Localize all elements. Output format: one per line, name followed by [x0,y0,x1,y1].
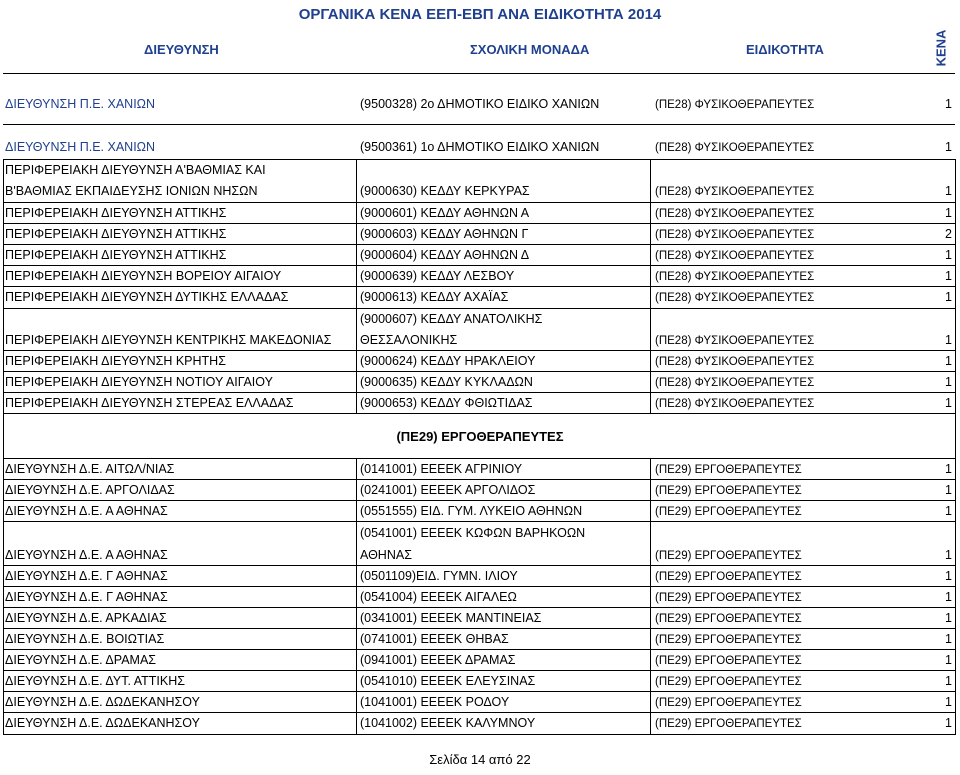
cell-direction: ΔΙΕΥΘΥΝΣΗ Δ.Ε. ΔΩΔΕΚΑΝΗΣΟΥ [5,716,200,730]
cell-count: 1 [945,653,952,667]
cell-school: (0541004) ΕΕΕΕΚ ΑΙΓΑΛΕΩ [360,590,517,604]
cell-direction: ΠΕΡΙΦΕΡΕΙΑΚΗ ΔΙΕΥΘΥΝΣΗ ΚΕΝΤΡΙΚΗΣ ΜΑΚΕΔΟΝΙΑΣ [5,333,332,347]
row-divider [3,244,955,245]
cell-count: 1 [945,184,952,198]
grid-line [3,159,4,414]
cell-school: (0541001) ΕΕΕΕΚ ΚΩΦΩΝ ΒΑΡΗΚΟΩΝ [360,526,586,540]
cell-specialty: (ΠΕ29) ΕΡΓΟΘΕΡΑΠΕΥΤΕΣ [655,550,802,562]
page-number: Σελίδα 14 από 22 [429,752,531,767]
grid-line [650,458,651,735]
cell-specialty: (ΠΕ28) ΦΥΣΙΚΟΘΕΡΑΠΕΥΤΕΣ [655,398,815,410]
cell-specialty: (ΠΕ28) ΦΥΣΙΚΟΘΕΡΑΠΕΥΤΕΣ [655,229,815,241]
cell-count: 1 [945,716,952,730]
row-divider [3,223,955,224]
cell-direction: ΔΙΕΥΘΥΝΣΗ Δ.Ε. ΒΟΙΩΤΙΑΣ [5,632,165,646]
cell-school: (0241001) ΕΕΕΕΚ ΑΡΓΟΛΙΔΟΣ [360,483,536,497]
row-divider [3,202,955,203]
cell-direction: ΠΕΡΙΦΕΡΕΙΑΚΗ ΔΙΕΥΘΥΝΣΗ ΒΟΡΕΙΟΥ ΑΙΓΑΙΟΥ [5,269,282,283]
cell-school: (9000604) ΚΕΔΔΥ ΑΘΗΝΩΝ Δ [360,248,530,262]
cell-school: (9000601) ΚΕΔΔΥ ΑΘΗΝΩΝ Α [360,206,530,220]
row-divider [3,586,955,587]
cell-specialty: (ΠΕ29) ΕΡΓΟΘΕΡΑΠΕΥΤΕΣ [655,571,802,583]
column-header-gaps: ΚΕΝΑ [933,29,949,67]
row-divider [3,308,955,309]
cell-direction: ΔΙΕΥΘΥΝΣΗ Δ.Ε. Α ΑΘΗΝΑΣ [5,504,168,518]
row-divider [3,565,955,566]
cell-count: 1 [945,504,952,518]
cell-direction: ΠΕΡΙΦΕΡΕΙΑΚΗ ΔΙΕΥΘΥΝΣΗ Α'ΒΑΘΜΙΑΣ ΚΑΙ [5,163,266,177]
cell-count: 1 [945,248,952,262]
cell-direction: ΠΕΡΙΦΕΡΕΙΑΚΗ ΔΙΕΥΘΥΝΣΗ ΣΤΕΡΕΑΣ ΕΛΛΑΔΑΣ [5,396,294,410]
row-divider [3,649,955,650]
grid-line [356,458,357,735]
cell-school-line2: ΘΕΣΣΑΛΟΝΙΚΗΣ [360,333,458,347]
cell-count: 1 [945,483,952,497]
cell-specialty: (ΠΕ28) ΦΥΣΙΚΟΘΕΡΑΠΕΥΤΕΣ [655,186,815,198]
cell-count: 1 [945,206,952,220]
cell-school: (9500361) 1ο ΔΗΜΟΤΙΚΟ ΕΙΔΙΚΟ ΧΑΝΙΩΝ [360,140,600,154]
row-divider [3,286,955,287]
cell-school-line2: ΑΘΗΝΑΣ [360,548,412,562]
cell-count: 1 [945,462,952,476]
cell-specialty: (ΠΕ28) ΦΥΣΙΚΟΘΕΡΑΠΕΥΤΕΣ [655,99,815,111]
section-title: (ΠΕ29) ΕΡΓΟΘΕΡΑΠΕΥΤΕΣ [396,429,564,444]
cell-count: 1 [945,290,952,304]
cell-specialty: (ΠΕ28) ΦΥΣΙΚΟΘΕΡΑΠΕΥΤΕΣ [655,250,815,262]
cell-school: (9000603) ΚΕΔΔΥ ΑΘΗΝΩΝ Γ [360,227,529,241]
row-divider [3,458,955,459]
column-header-school: ΣΧΟΛΙΚΗ ΜΟΝΑΔΑ [470,42,590,57]
row-divider [3,159,955,160]
column-header-direction: ΔΙΕΥΘΥΝΣΗ [144,42,219,57]
cell-count: 1 [945,97,952,111]
cell-school: (1041001) ΕΕΕΕΚ ΡΟΔΟΥ [360,695,510,709]
cell-specialty: (ΠΕ29) ΕΡΓΟΘΕΡΑΠΕΥΤΕΣ [655,613,802,625]
cell-direction: ΔΙΕΥΘΥΝΣΗ Δ.Ε. Γ ΑΘΗΝΑΣ [5,590,168,604]
cell-specialty: (ΠΕ28) ΦΥΣΙΚΟΘΕΡΑΠΕΥΤΕΣ [655,335,815,347]
cell-direction: ΔΙΕΥΘΥΝΣΗ Δ.Ε. ΑΡΚΑΔΙΑΣ [5,611,167,625]
cell-direction: ΠΕΡΙΦΕΡΕΙΑΚΗ ΔΙΕΥΘΥΝΣΗ ΑΤΤΙΚΗΣ [5,227,227,241]
cell-specialty: (ΠΕ29) ΕΡΓΟΘΕΡΑΠΕΥΤΕΣ [655,634,802,646]
column-header-specialty: ΕΙΔΙΚΟΤΗΤΑ [746,42,824,57]
cell-school: (9000653) ΚΕΔΔΥ ΦΘΙΩΤΙΔΑΣ [360,396,533,410]
cell-school: (0341001) ΕΕΕΕΚ ΜΑΝΤΙΝΕΙΑΣ [360,611,542,625]
cell-direction: ΔΙΕΥΘΥΝΣΗ Δ.Ε. ΑΙΤΩΛ/ΝΙΑΣ [5,462,175,476]
cell-count: 1 [945,590,952,604]
row-divider [3,392,955,393]
cell-count: 1 [945,269,952,283]
cell-school: (0741001) ΕΕΕΕΚ ΘΗΒΑΣ [360,632,509,646]
grid-line [955,413,956,735]
row-divider [3,479,955,480]
cell-direction: ΔΙΕΥΘΥΝΣΗ Δ.Ε. ΔΩΔΕΚΑΝΗΣΟΥ [5,695,200,709]
cell-direction: ΠΕΡΙΦΕΡΕΙΑΚΗ ΔΙΕΥΘΥΝΣΗ ΚΡΗΤΗΣ [5,354,226,368]
cell-specialty: (ΠΕ28) ΦΥΣΙΚΟΘΕΡΑΠΕΥΤΕΣ [655,377,815,389]
cell-direction: ΠΕΡΙΦΕΡΕΙΑΚΗ ΔΙΕΥΘΥΝΣΗ ΝΟΤΙΟΥ ΑΙΓΑΙΟΥ [5,375,273,389]
cell-school: (9000630) ΚΕΔΔΥ ΚΕΡΚΥΡΑΣ [360,184,530,198]
cell-specialty: (ΠΕ29) ΕΡΓΟΘΕΡΑΠΕΥΤΕΣ [655,464,802,476]
grid-line [650,159,651,414]
row-divider [3,265,955,266]
cell-count: 1 [945,611,952,625]
cell-specialty: (ΠΕ29) ΕΡΓΟΘΕΡΑΠΕΥΤΕΣ [655,676,802,688]
row-divider [3,500,955,501]
page-title: ΟΡΓΑΝΙΚΑ ΚΕΝΑ ΕΕΠ-ΕΒΠ ΑΝΑ ΕΙΔΙΚΟΤΗΤΑ 2014 [298,6,662,23]
row-divider [3,607,955,608]
cell-direction: ΔΙΕΥΘΥΝΣΗ Δ.Ε. Α ΑΘΗΝΑΣ [5,548,168,562]
cell-direction: ΔΙΕΥΘΥΝΣΗ Π.Ε. ΧΑΝΙΩΝ [5,140,156,154]
cell-direction: ΠΕΡΙΦΕΡΕΙΑΚΗ ΔΙΕΥΘΥΝΣΗ ΔΥΤΙΚΗΣ ΕΛΛΑΔΑΣ [5,290,289,304]
cell-school: (9000624) ΚΕΔΔΥ ΗΡΑΚΛΕΙΟΥ [360,354,536,368]
cell-direction: ΠΕΡΙΦΕΡΕΙΑΚΗ ΔΙΕΥΘΥΝΣΗ ΑΤΤΙΚΗΣ [5,248,227,262]
cell-school: (9000639) ΚΕΔΔΥ ΛΕΣΒΟΥ [360,269,515,283]
cell-specialty: (ΠΕ29) ΕΡΓΟΘΕΡΑΠΕΥΤΕΣ [655,718,802,730]
cell-direction-line2: Β'ΒΑΘΜΙΑΣ ΕΚΠΑΙΔΕΥΣΗΣ ΙΟΝΙΩΝ ΝΗΣΩΝ [5,184,258,198]
cell-specialty: (ΠΕ29) ΕΡΓΟΘΕΡΑΠΕΥΤΕΣ [655,697,802,709]
row-divider [3,691,955,692]
cell-specialty: (ΠΕ29) ΕΡΓΟΘΕΡΑΠΕΥΤΕΣ [655,485,802,497]
cell-count: 1 [945,674,952,688]
row-divider [3,350,955,351]
grid-line [356,159,357,414]
cell-school: (9000613) ΚΕΔΔΥ ΑΧΑΪΑΣ [360,290,509,304]
cell-direction: ΔΙΕΥΘΥΝΣΗ Δ.Ε. ΔΡΑΜΑΣ [5,653,157,667]
cell-count: 1 [945,396,952,410]
cell-school: (9000607) ΚΕΔΔΥ ΑΝΑΤΟΛΙΚΗΣ [360,312,543,326]
row-divider [3,124,955,125]
header-divider [3,73,955,74]
cell-school: (9500328) 2ο ΔΗΜΟΤΙΚΟ ΕΙΔΙΚΟ ΧΑΝΙΩΝ [360,97,600,111]
row-divider [3,371,955,372]
cell-count: 1 [945,632,952,646]
cell-specialty: (ΠΕ28) ΦΥΣΙΚΟΘΕΡΑΠΕΥΤΕΣ [655,208,815,220]
cell-specialty: (ΠΕ29) ΕΡΓΟΘΕΡΑΠΕΥΤΕΣ [655,655,802,667]
grid-line [3,413,4,735]
cell-count: 1 [945,375,952,389]
cell-count: 2 [945,227,952,241]
cell-direction: ΔΙΕΥΘΥΝΣΗ Δ.Ε. ΑΡΓΟΛΙΔΑΣ [5,483,175,497]
cell-count: 1 [945,695,952,709]
row-divider [3,670,955,671]
row-divider [3,734,955,735]
cell-school: (0141001) ΕΕΕΕΚ ΑΓΡΙΝΙΟΥ [360,462,523,476]
cell-specialty: (ΠΕ28) ΦΥΣΙΚΟΘΕΡΑΠΕΥΤΕΣ [655,292,815,304]
cell-specialty: (ΠΕ28) ΦΥΣΙΚΟΘΕΡΑΠΕΥΤΕΣ [655,356,815,368]
cell-school: (9000635) ΚΕΔΔΥ ΚΥΚΛΑΔΩΝ [360,375,533,389]
cell-specialty: (ΠΕ28) ΦΥΣΙΚΟΘΕΡΑΠΕΥΤΕΣ [655,271,815,283]
row-divider [3,413,955,414]
cell-count: 1 [945,333,952,347]
cell-count: 1 [945,548,952,562]
cell-school: (0941001) ΕΕΕΕΚ ΔΡΑΜΑΣ [360,653,516,667]
cell-specialty: (ΠΕ28) ΦΥΣΙΚΟΘΕΡΑΠΕΥΤΕΣ [655,142,815,154]
cell-count: 1 [945,140,952,154]
grid-line [955,159,956,414]
row-divider [3,628,955,629]
cell-school: (0541010) ΕΕΕΕΚ ΕΛΕΥΣΙΝΑΣ [360,674,536,688]
cell-direction: ΔΙΕΥΘΥΝΣΗ Δ.Ε. Γ ΑΘΗΝΑΣ [5,569,168,583]
cell-count: 1 [945,354,952,368]
row-divider [3,521,955,522]
cell-school: (0551555) ΕΙΔ. ΓΥΜ. ΛΥΚΕΙΟ ΑΘΗΝΩΝ [360,504,583,518]
cell-count: 1 [945,569,952,583]
row-divider [3,712,955,713]
cell-school: (1041002) ΕΕΕΕΚ ΚΑΛΥΜΝΟΥ [360,716,536,730]
cell-direction: ΔΙΕΥΘΥΝΣΗ Δ.Ε. ΔΥΤ. ΑΤΤΙΚΗΣ [5,674,185,688]
cell-direction: ΔΙΕΥΘΥΝΣΗ Π.Ε. ΧΑΝΙΩΝ [5,97,156,111]
cell-direction: ΠΕΡΙΦΕΡΕΙΑΚΗ ΔΙΕΥΘΥΝΣΗ ΑΤΤΙΚΗΣ [5,206,227,220]
cell-specialty: (ΠΕ29) ΕΡΓΟΘΕΡΑΠΕΥΤΕΣ [655,592,802,604]
cell-specialty: (ΠΕ29) ΕΡΓΟΘΕΡΑΠΕΥΤΕΣ [655,506,802,518]
cell-school: (0501109)ΕΙΔ. ΓΥΜΝ. ΙΛΙΟΥ [360,569,518,583]
